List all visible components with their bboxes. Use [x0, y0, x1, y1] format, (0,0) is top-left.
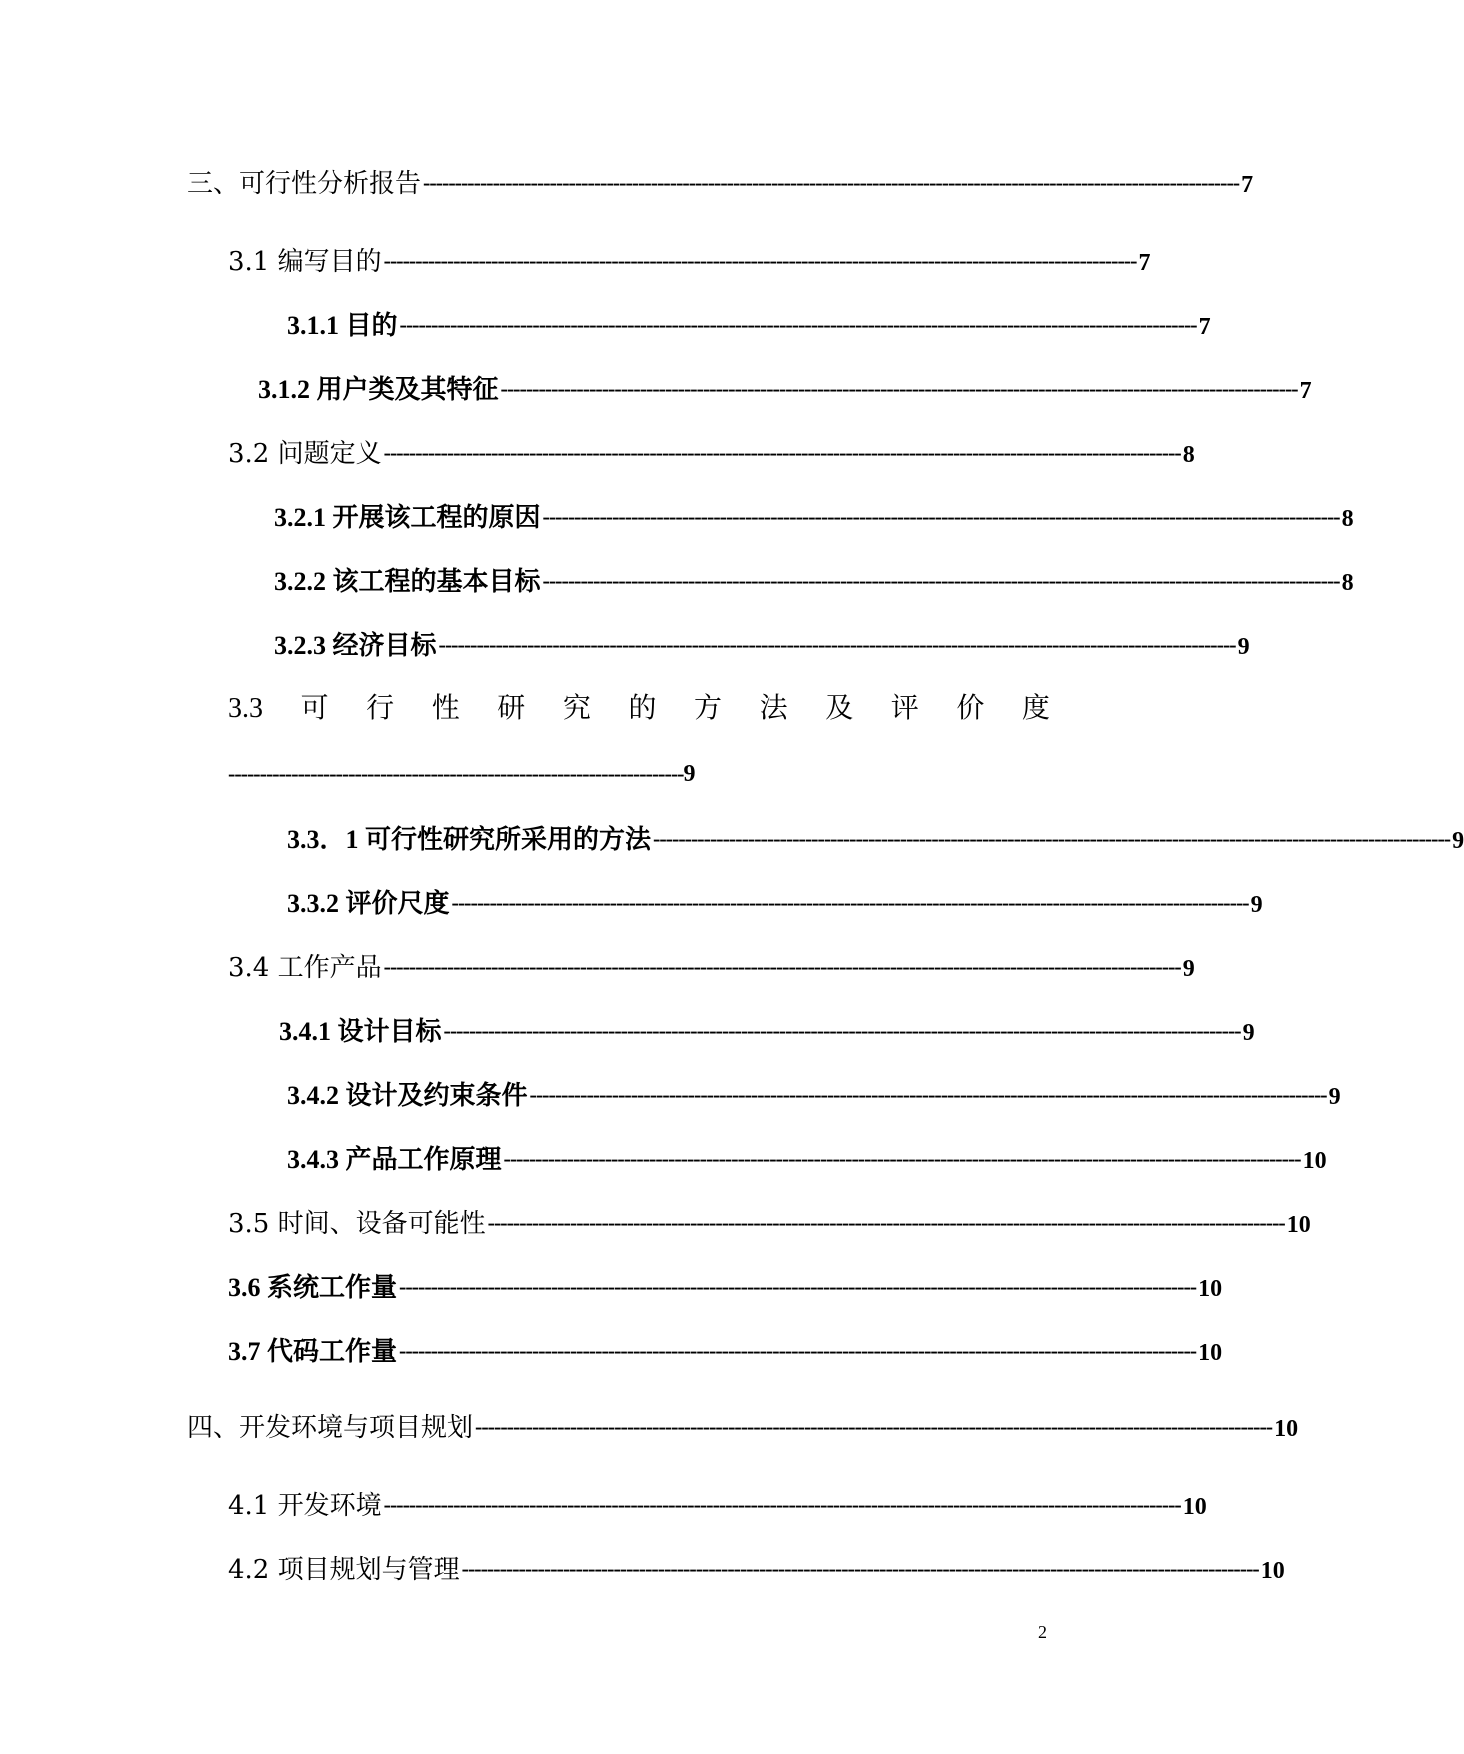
- toc-page-number: 9: [1328, 1084, 1341, 1110]
- toc-leader: ---------------------------------------------------------------------------------------------------------------------------------: [423, 170, 1240, 195]
- toc-entry[interactable]: [287, 308, 1211, 345]
- toc-page-number: 10: [1274, 1416, 1299, 1442]
- toc-entry-title: 4.1 开发环境: [228, 1491, 382, 1521]
- toc-leader: ------------------------------------------------------------------------------------------------------------------------------: [542, 504, 1340, 529]
- toc-page-number: 8: [1182, 442, 1195, 468]
- toc-entry-title: 3.2.3 经济目标: [274, 631, 437, 660]
- toc-entry-title: 3.4.1 设计目标: [279, 1017, 442, 1046]
- toc-title-char: 法: [759, 691, 788, 724]
- toc-page-number: 10: [1198, 1340, 1223, 1366]
- toc-entry[interactable]: [274, 500, 1354, 537]
- toc-leader: ------------------------------------------------------------------------------------------------------------------------------: [438, 632, 1236, 657]
- toc-entry-title: 3.4 工作产品: [228, 953, 382, 983]
- toc-entry[interactable]: [228, 1552, 1285, 1589]
- toc-leader: ------------------------------------------------------------------------------------------------------------------------------: [529, 1082, 1327, 1107]
- toc-leader: ------------------------------------------------------------------------------------------------------------------------------: [653, 826, 1451, 851]
- toc-page-number: 9: [1250, 892, 1263, 918]
- toc-entry[interactable]: [287, 1142, 1327, 1179]
- toc-entry-title: 4.2 项目规划与管理: [228, 1555, 460, 1585]
- toc-entry[interactable]: [228, 1488, 1207, 1525]
- toc-entry[interactable]: [274, 564, 1354, 601]
- toc-page-number: 7: [1299, 378, 1312, 404]
- toc-page-number: 8: [1341, 506, 1354, 532]
- toc-entry[interactable]: [279, 1014, 1255, 1051]
- toc-entry[interactable]: [228, 1206, 1311, 1243]
- toc-entry-justified[interactable]: [228, 690, 1050, 787]
- toc-leader: ------------------------------------------------------------------------------------------------------------------------------: [383, 440, 1181, 465]
- toc-entry[interactable]: [228, 244, 1151, 281]
- toc-entry[interactable]: [228, 436, 1195, 473]
- toc-entry-title: 3.1.2 用户类及其特征: [258, 375, 499, 404]
- toc-entry-title: 三、可行性分析报告: [187, 169, 422, 199]
- toc-entry-title: 3.1 编写目的: [228, 247, 382, 277]
- toc-page-number: 9: [1237, 634, 1250, 660]
- toc-entry[interactable]: [187, 166, 1254, 203]
- toc-page-number: 7: [1138, 250, 1151, 276]
- toc-title-char: 可: [300, 691, 329, 724]
- toc-entry-title: 3.2.1 开展该工程的原因: [274, 503, 541, 532]
- toc-title-char: 度: [1021, 691, 1050, 724]
- toc-leader: ------------------------------------------------------------------------------------------------------------------------------: [487, 1210, 1285, 1235]
- toc-leader: ------------------------------------------------------------------------------------------------------------------------------: [399, 1338, 1197, 1363]
- toc-leader: ------------------------------------------------------------------------------------------------------------------------------: [399, 312, 1197, 337]
- toc-title-char: 究: [562, 691, 591, 724]
- page-number: 2: [1038, 1622, 1047, 1642]
- toc-title-char: 性: [431, 691, 460, 724]
- toc-entry-title: 3.5 时间、设备可能性: [228, 1209, 486, 1239]
- toc-leader: ------------------------------------------------------------------------------------------------------------------------------: [383, 1492, 1181, 1517]
- toc-entry-title: 3.4.2 设计及约束条件: [287, 1081, 528, 1110]
- toc-entry[interactable]: [228, 1334, 1223, 1371]
- toc-page-number: 10: [1260, 1558, 1285, 1584]
- toc-entry-title: 3.3．1 可行性研究所采用的方法: [287, 825, 652, 854]
- toc-entry-title: 3.2 问题定义: [228, 439, 382, 469]
- toc-entry[interactable]: [228, 1270, 1223, 1307]
- toc-page-number: 10: [1182, 1494, 1207, 1520]
- toc-leader: ------------------------------------------------------------------------------------------------------------------------------: [443, 1018, 1241, 1043]
- toc-entry-title: 3.3.2 评价尺度: [287, 889, 450, 918]
- toc-leader: ------------------------------------------------------------------------------------------------------------------------------: [383, 954, 1181, 979]
- toc-entry-title: 3.7 代码工作量: [228, 1337, 398, 1366]
- toc-leader-line: [228, 756, 696, 792]
- toc-title-char: 行: [366, 691, 395, 724]
- toc-page-number: 10: [1302, 1148, 1327, 1174]
- toc-entry-title: 3.1.1 目的: [287, 311, 398, 340]
- toc-entry[interactable]: [274, 628, 1250, 665]
- toc-title-char: 的: [628, 691, 657, 724]
- toc-page-number: 7: [1241, 172, 1254, 198]
- toc-page-number: 10: [1286, 1212, 1311, 1238]
- toc-page-number: 8: [1341, 570, 1354, 596]
- toc-title-char: 研: [497, 691, 526, 724]
- toc-page-number: 10: [1198, 1276, 1223, 1302]
- toc-leader: ------------------------------------------------------------------------------------------------------------------------------: [500, 376, 1298, 401]
- toc-entry[interactable]: [287, 886, 1263, 923]
- toc-entry-title: 3.2.2 该工程的基本目标: [274, 567, 541, 596]
- toc-title-char: 及: [825, 691, 854, 724]
- toc-entry[interactable]: [228, 950, 1195, 987]
- toc-entry[interactable]: [258, 372, 1312, 409]
- toc-leader: ------------------------------------------------------------------------: [228, 761, 684, 786]
- toc-entry[interactable]: [187, 1410, 1299, 1447]
- toc-entry[interactable]: [287, 822, 1464, 859]
- toc-leader: ------------------------------------------------------------------------------------------------------------------------------: [461, 1556, 1259, 1581]
- toc-entry-title: 四、开发环境与项目规划: [187, 1413, 474, 1443]
- toc-page-number: 9: [1182, 956, 1195, 982]
- toc-page-number: 9: [1242, 1020, 1255, 1046]
- toc-leader: ------------------------------------------------------------------------------------------------------------------------------: [475, 1414, 1273, 1439]
- toc-entry[interactable]: [287, 1078, 1341, 1115]
- toc-entry-title: [228, 690, 1050, 727]
- toc-leader: ------------------------------------------------------------------------------------------------------------------------------: [399, 1274, 1197, 1299]
- toc-section-number: 3.3: [228, 693, 263, 724]
- toc-leader: ------------------------------------------------------------------------------------------------------------------------------: [451, 890, 1249, 915]
- toc-leader: -----------------------------------------------------------------------------------------------------------------------: [383, 248, 1137, 273]
- toc-page-number: 9: [1452, 828, 1464, 854]
- toc-leader: ------------------------------------------------------------------------------------------------------------------------------: [542, 568, 1340, 593]
- toc-page-number: 9: [683, 761, 696, 787]
- toc-title-char: 评: [890, 691, 919, 724]
- toc-leader: ------------------------------------------------------------------------------------------------------------------------------: [503, 1146, 1301, 1171]
- toc-entry-title: 3.6 系统工作量: [228, 1273, 398, 1302]
- toc-page-number: 7: [1198, 314, 1211, 340]
- toc-entry-title: 3.4.3 产品工作原理: [287, 1145, 502, 1174]
- toc-title-char: 价: [956, 691, 985, 724]
- toc-title-char: 方: [694, 691, 723, 724]
